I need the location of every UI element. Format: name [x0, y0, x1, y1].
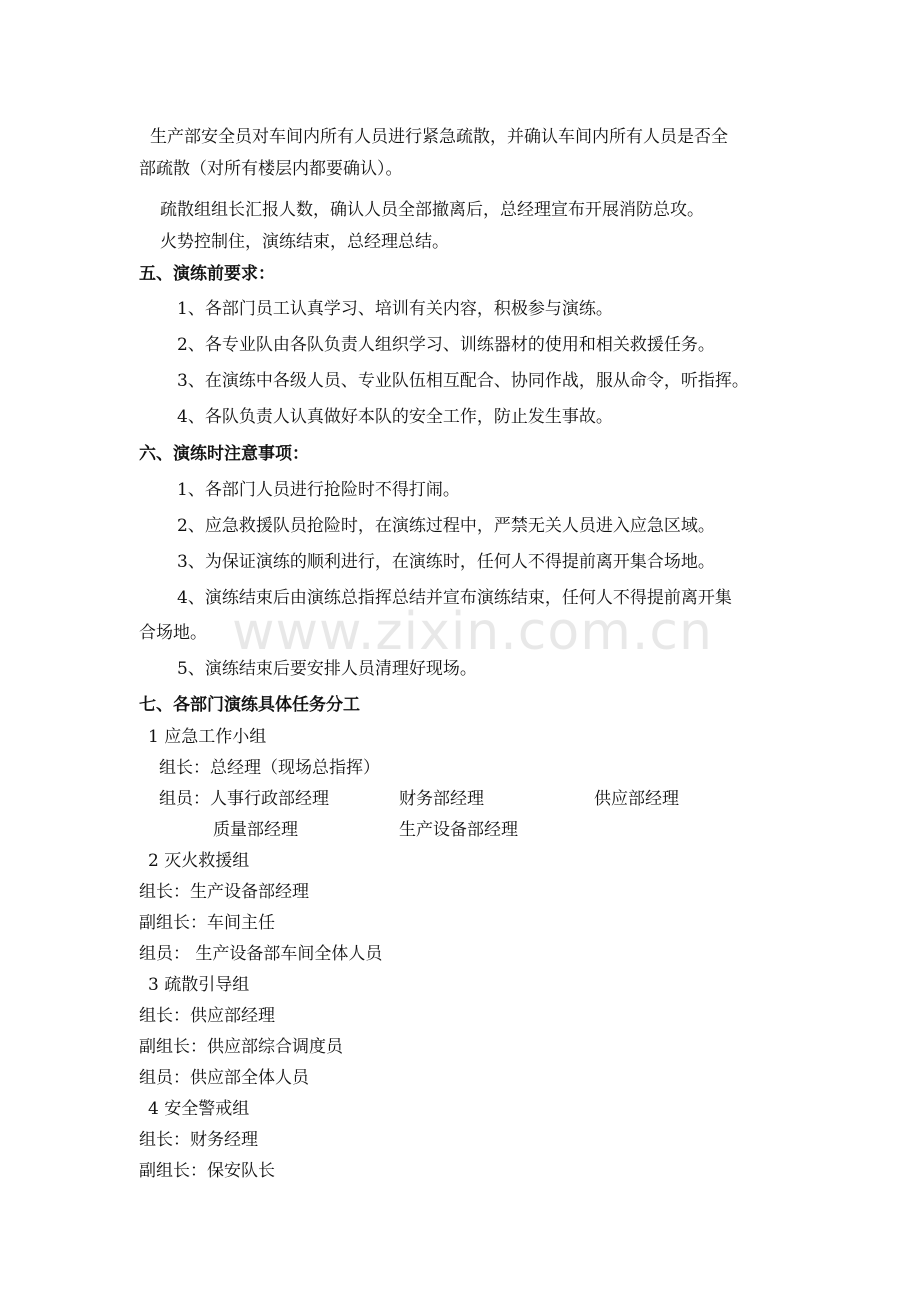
- evac-paragraph-line-1: 生产部安全员对车间内所有人员进行紧急疏散，并确认车间内所有人员是否全: [150, 127, 728, 147]
- section-6-item: 4、演练结束后由演练总指挥总结并宣布演练结束，任何人不得提前离开集: [177, 588, 732, 608]
- group-1-name: 1 应急工作小组: [148, 727, 267, 747]
- section-5-item: 3、在演练中各级人员、专业队伍相互配合、协同作战，服从命令，听指挥。: [177, 371, 749, 391]
- group-4-leader: 组长：财务经理: [139, 1130, 258, 1150]
- section-6-item: 1、各部门人员进行抢险时不得打闹。: [177, 480, 460, 500]
- section-5-item: 1、各部门员工认真学习、培训有关内容，积极参与演练。: [177, 299, 613, 319]
- group-1-leader: 组长：总经理（现场总指挥）: [159, 758, 380, 778]
- group-1-members-label: 组员：人事行政部经理: [159, 789, 329, 809]
- section-7-heading: 七、各部门演练具体任务分工: [139, 695, 360, 715]
- group-4-deputy: 副组长：保安队长: [139, 1161, 275, 1181]
- section-6-item: 3、为保证演练的顺利进行，在演练时，任何人不得提前离开集合场地。: [177, 552, 715, 572]
- section-6-item: 5、演练结束后要安排人员清理好现场。: [177, 659, 477, 679]
- section-5-item: 4、各队负责人认真做好本队的安全工作，防止发生事故。: [177, 407, 613, 427]
- watermark: www.zixin.com.cn: [232, 602, 713, 662]
- report-paragraph: 疏散组组长汇报人数，确认人员全部撤离后，总经理宣布开展消防总攻。: [160, 200, 704, 220]
- group-1-member: 生产设备部经理: [399, 820, 518, 840]
- group-1-member: 供应部经理: [594, 789, 679, 809]
- end-paragraph: 火势控制住，演练结束，总经理总结。: [160, 232, 449, 252]
- group-3-members: 组员：供应部全体人员: [139, 1068, 309, 1088]
- group-2-deputy: 副组长：车间主任: [139, 913, 275, 933]
- group-4-name: 4 安全警戒组: [148, 1099, 250, 1119]
- group-2-name: 2 灭火救援组: [148, 851, 250, 871]
- evac-paragraph-line-2: 部疏散（对所有楼层内都要确认）。: [139, 159, 403, 179]
- group-3-leader: 组长：供应部经理: [139, 1006, 275, 1026]
- group-1-member: 质量部经理: [213, 820, 298, 840]
- section-5-heading: 五、演练前要求：: [139, 264, 275, 284]
- group-3-name: 3 疏散引导组: [148, 975, 250, 995]
- group-2-members: 组员： 生产设备部车间全体人员: [139, 944, 383, 964]
- group-3-deputy: 副组长：供应部综合调度员: [139, 1037, 343, 1057]
- section-5-item: 2、各专业队由各队负责人组织学习、训练器材的使用和相关救援任务。: [177, 335, 715, 355]
- section-6-item: 2、应急救援队员抢险时，在演练过程中，严禁无关人员进入应急区域。: [177, 516, 715, 536]
- section-6-heading: 六、演练时注意事项：: [139, 444, 309, 464]
- group-2-leader: 组长：生产设备部经理: [139, 882, 309, 902]
- section-6-item-continued: 合场地。: [139, 623, 207, 643]
- group-1-member: 财务部经理: [399, 789, 484, 809]
